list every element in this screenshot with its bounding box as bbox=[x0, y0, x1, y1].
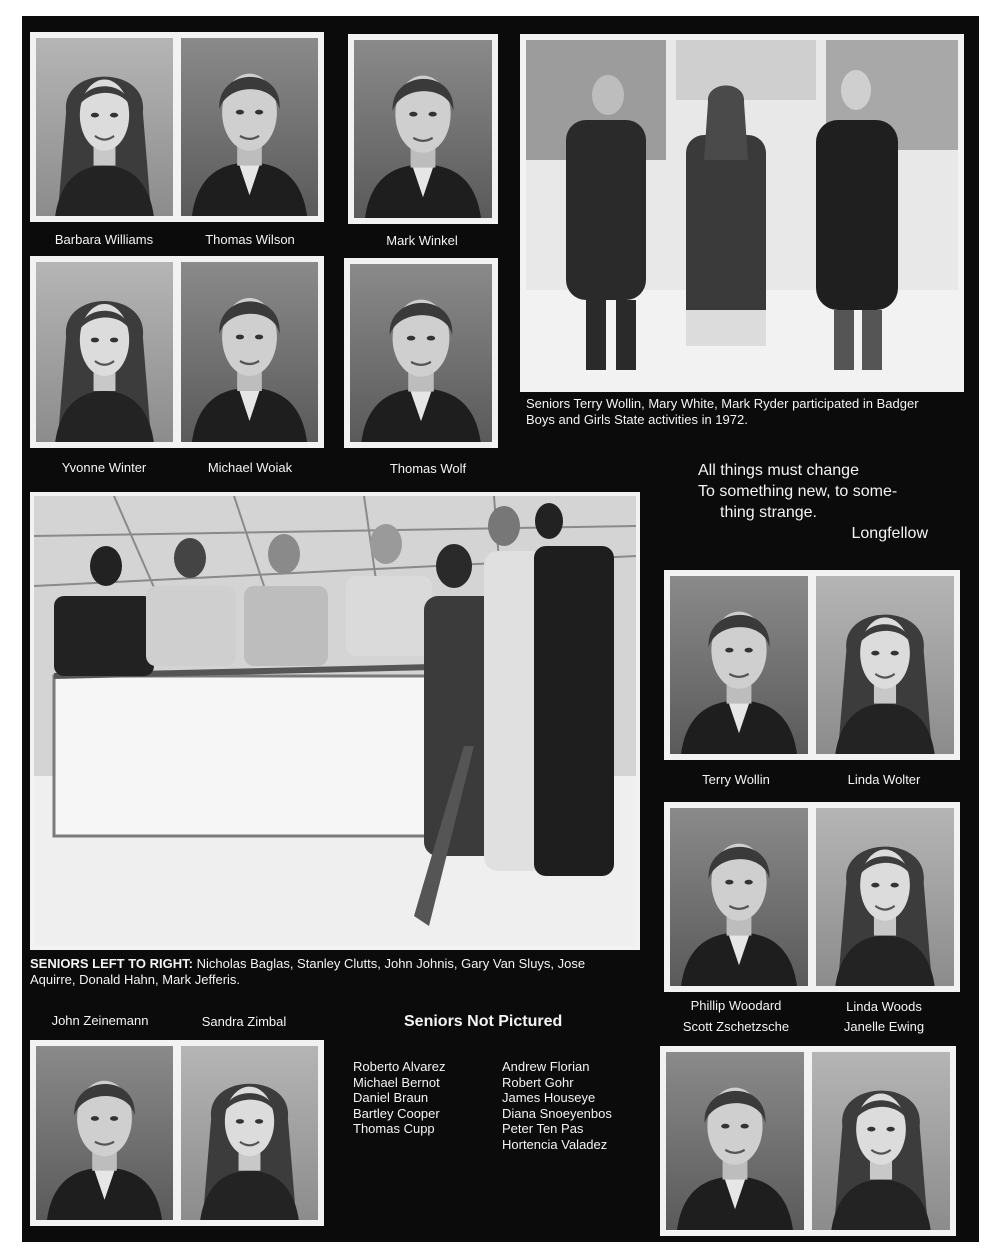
name-linda-wolter: Linda Wolter bbox=[847, 772, 921, 787]
not-pictured-name: Robert Gohr bbox=[502, 1074, 574, 1090]
name-michael-woiak: Michael Woiak bbox=[207, 460, 293, 475]
badger-state-caption bbox=[526, 396, 966, 428]
not-pictured-name: Bartley Cooper bbox=[353, 1105, 440, 1121]
portrait-photo-scott-zschetzsche bbox=[666, 1052, 804, 1230]
group-caption-line1-rest: Nicholas Baglas, Stanley Clutts, John Johnis, Gary Van Sluys, Jose bbox=[193, 956, 586, 971]
portrait-photo-john-zeinemann bbox=[36, 1046, 173, 1220]
portrait-photo-terry-wollin bbox=[670, 576, 808, 754]
name-mark-winkel: Mark Winkel bbox=[386, 233, 458, 248]
quote-line-1: All things must change bbox=[698, 462, 859, 479]
group-photo-caption-line1 bbox=[30, 956, 642, 972]
name-john-zeinemann: John Zeinemann bbox=[51, 1013, 149, 1028]
name-phillip-woodard: Phillip Woodard bbox=[690, 998, 782, 1013]
name-thomas-wilson: Thomas Wilson bbox=[205, 232, 295, 247]
name-sandra-zimbal: Sandra Zimbal bbox=[201, 1014, 287, 1029]
portrait-photo-sandra-zimbal bbox=[181, 1046, 318, 1220]
group-photo-caption-line2: Aquirre, Donald Hahn, Mark Jefferis. bbox=[30, 972, 241, 987]
not-pictured-name: Peter Ten Pas bbox=[502, 1121, 584, 1136]
name-linda-woods: Linda Woods bbox=[846, 999, 922, 1014]
not-pictured-name: Andrew Florian bbox=[502, 1059, 590, 1074]
badger-state-caption-line1: Seniors Terry Wollin, Mary White, Mark Ryder participated in Badger bbox=[526, 396, 919, 411]
portrait-photo-janelle-ewing bbox=[812, 1052, 950, 1230]
portrait-frame-zschetzsche-ewing bbox=[660, 1046, 956, 1236]
not-pictured-column-1 bbox=[353, 1059, 446, 1137]
quote-author: Longfellow bbox=[851, 525, 928, 542]
portrait-photo-linda-woods bbox=[816, 808, 954, 986]
name-janelle-ewing: Janelle Ewing bbox=[843, 1019, 925, 1034]
portrait-photo-thomas-wilson bbox=[181, 38, 318, 216]
badger-state-photo bbox=[526, 40, 958, 386]
group-caption-lead: SENIORS LEFT TO RIGHT: bbox=[30, 956, 193, 971]
portrait-photo-linda-wolter bbox=[816, 576, 954, 754]
not-pictured-name: Hortencia Valadez bbox=[502, 1136, 608, 1152]
group-photo-caption bbox=[30, 956, 642, 988]
portrait-photo-thomas-wolf bbox=[350, 264, 492, 442]
portrait-photo-phillip-woodard bbox=[670, 808, 808, 986]
portrait-photo-barbara-williams bbox=[36, 38, 173, 216]
name-barbara-williams: Barbara Williams bbox=[54, 232, 154, 247]
quote-line-2: To something new, to some- bbox=[698, 483, 898, 500]
badger-state-caption-line2: Boys and Girls State activities in 1972. bbox=[526, 412, 748, 427]
portrait-frame-zeinemann-zimbal bbox=[30, 1040, 324, 1226]
not-pictured-column-2 bbox=[502, 1059, 612, 1152]
not-pictured-name: Michael Bernot bbox=[353, 1074, 440, 1090]
portrait-frame-winter-woiak bbox=[30, 256, 324, 448]
name-terry-wollin: Terry Wollin bbox=[702, 772, 770, 787]
portrait-frame-williams-wilson bbox=[30, 32, 324, 222]
not-pictured-name: Thomas Cupp bbox=[353, 1121, 435, 1136]
portrait-frame-winkel bbox=[348, 34, 498, 224]
name-scott-zschetzsche: Scott Zschetzsche bbox=[682, 1019, 790, 1034]
portrait-photo-mark-winkel bbox=[354, 40, 492, 218]
badger-state-photo-frame bbox=[520, 34, 964, 392]
portrait-frame-wollin-wolter bbox=[664, 570, 960, 760]
not-pictured-name: Daniel Braun bbox=[353, 1090, 429, 1105]
portrait-photo-yvonne-winter bbox=[36, 262, 173, 442]
longfellow-quote bbox=[698, 460, 958, 544]
portrait-frame-wolf bbox=[344, 258, 498, 448]
group-photo bbox=[34, 496, 636, 946]
not-pictured-name: Roberto Alvarez bbox=[353, 1059, 446, 1074]
group-photo-frame bbox=[30, 492, 640, 950]
portrait-photo-michael-woiak bbox=[181, 262, 318, 442]
portrait-frame-woodard-woods bbox=[664, 802, 960, 992]
name-yvonne-winter: Yvonne Winter bbox=[61, 460, 147, 475]
yearbook-page bbox=[22, 16, 979, 1242]
not-pictured-title: Seniors Not Pictured bbox=[404, 1013, 563, 1030]
quote-line-3: thing strange. bbox=[720, 504, 817, 521]
not-pictured-name: Diana Snoeyenbos bbox=[502, 1105, 612, 1121]
not-pictured-name: James Houseye bbox=[502, 1090, 596, 1105]
name-thomas-wolf: Thomas Wolf bbox=[389, 461, 467, 476]
